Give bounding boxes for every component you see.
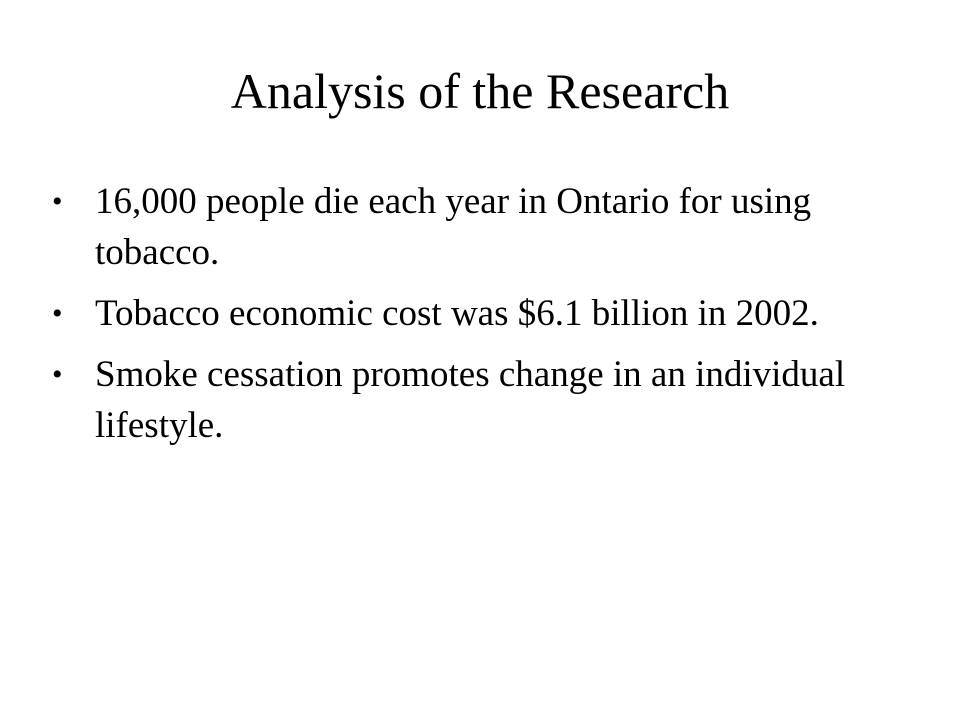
bullet-item [52, 349, 852, 451]
bullet-text: Smoke cessation promotes change in an individual lifestyle. [95, 354, 846, 446]
bullet-marker: • [52, 185, 63, 218]
bullet-text: 16,000 people die each year in Ontario for using tobacco. [95, 181, 812, 273]
bullet-item [52, 288, 852, 339]
bullet-list [52, 176, 852, 461]
bullet-text: Tobacco economic cost was $6.1 billion in 2002. [95, 293, 819, 334]
bullet-item [52, 176, 852, 278]
slide-title: Analysis of the Research [230, 63, 730, 119]
bullet-marker: • [52, 358, 63, 391]
bullet-marker: • [52, 297, 63, 330]
